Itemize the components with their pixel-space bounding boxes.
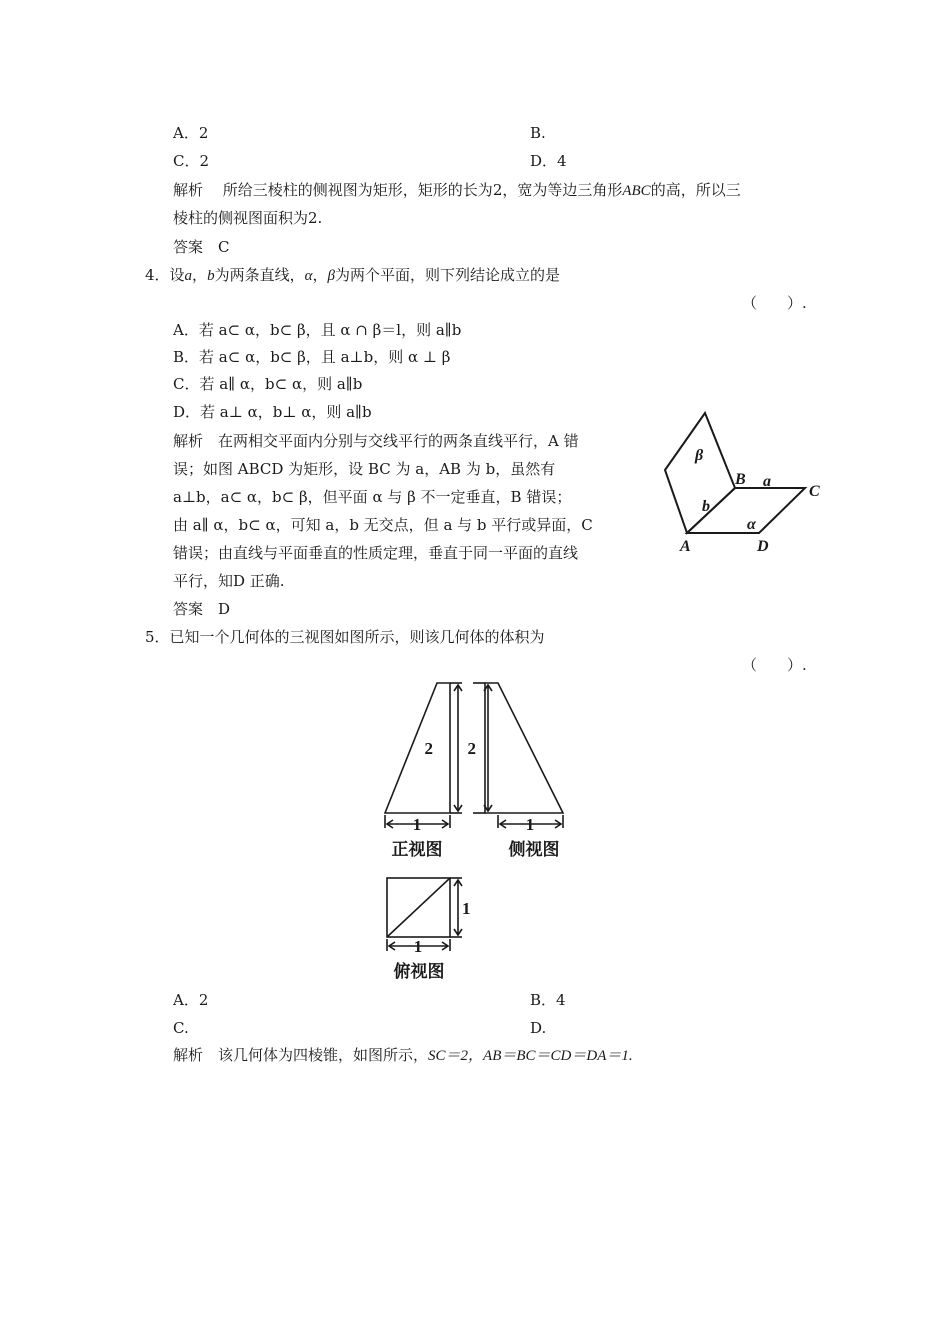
top-width-label: 1: [413, 937, 423, 956]
q5-option-a: A．2: [173, 991, 209, 1009]
q3-analysis-text-a: 所给三棱柱的侧视图为矩形，矩形的长为: [222, 181, 493, 199]
q3-analysis-text-b: 2，宽为等边三角形: [492, 181, 623, 199]
label-B: B: [735, 471, 746, 488]
q4-answer: [173, 599, 230, 619]
side-caption: 侧视图: [508, 840, 560, 859]
front-height-label: 2: [424, 739, 433, 758]
three-view-figure: [370, 675, 585, 990]
q4-option-b: B．若 a⊂ α，b⊂ β，且 a⊥b，则 α ⊥ β: [173, 348, 451, 366]
q4-analysis-line3: a⊥b，a⊂ α，b⊂ β，但平面 α 与 β 不一定垂直，B 错误；: [173, 488, 572, 506]
answer-value: D: [218, 600, 231, 618]
q3-analysis-abc: ABC: [622, 183, 651, 199]
q4-stem-post: 为两个平面，则下列结论成立的是: [334, 266, 560, 284]
q5-analysis: [173, 1045, 633, 1066]
q5-option-d: D.: [530, 1019, 547, 1037]
label-a: a: [763, 473, 771, 490]
side-height-label: 2: [467, 739, 476, 758]
q4-stem-pre: 4．设: [145, 266, 185, 284]
q4-analysis-line5: 错误；由直线与平面垂直的性质定理，垂直于同一平面的直线: [173, 544, 579, 562]
front-caption: 正视图: [391, 840, 443, 859]
q4-comma: ，: [312, 266, 328, 284]
q3-option-d: D．4: [530, 152, 567, 170]
q3-answer: [173, 237, 230, 257]
q3-analysis-line1: [173, 180, 741, 201]
front-view: [385, 683, 462, 828]
q4-option-c: C．若 a∥ α，b⊂ α，则 a∥b: [173, 375, 363, 393]
q4-stem-mid: 为两条直线，: [214, 266, 305, 284]
answer-value: C: [218, 238, 230, 256]
q4-option-d: D．若 a⊥ α，b⊥ α，则 a∥b: [173, 403, 372, 421]
side-width-label: 1: [525, 815, 535, 834]
analysis-label: 解析: [173, 1046, 204, 1064]
analysis-label: 解析: [173, 432, 204, 450]
q3-analysis-text-c: 的高，所以三: [650, 181, 741, 199]
label-A: A: [680, 538, 691, 555]
q5-option-c: C.: [173, 1019, 189, 1037]
front-width-label: 1: [412, 815, 422, 834]
planes-figure: [655, 405, 840, 560]
q5-analysis-text-b: SC＝2，AB＝BC＝CD＝DA＝1.: [428, 1048, 633, 1064]
q4-comma: ，: [192, 266, 208, 284]
q4-var-a: a: [184, 268, 193, 284]
q5-answer-paren: （ ）.: [742, 656, 807, 674]
q4-analysis-line4: 由 a∥ α，b⊂ α，可知 a，b 无交点，但 a 与 b 平行或异面，C: [173, 516, 593, 534]
label-C: C: [809, 483, 820, 500]
q4-analysis-line2: 误；如图 ABCD 为矩形，设 BC 为 a，AB 为 b，虽然有: [173, 460, 556, 478]
q4-analysis-line6: 平行，知D 正确.: [173, 572, 285, 590]
q4-var-alpha: α: [304, 268, 313, 284]
q3-option-c: C．2: [173, 152, 210, 170]
analysis-label: 解析: [173, 181, 204, 199]
q4-answer-paren: （ ）.: [742, 294, 807, 312]
q4-var-b: b: [207, 268, 215, 284]
label-beta: β: [695, 447, 704, 464]
plane-beta: [665, 413, 735, 533]
label-D: D: [757, 538, 769, 555]
q5-option-b: B．4: [530, 991, 566, 1009]
q4-option-a: A．若 a⊂ α，b⊂ β，且 α ∩ β＝l，则 a∥b: [173, 321, 462, 339]
q3-option-a: A．2: [173, 124, 209, 142]
top-view: [387, 878, 462, 951]
q5-stem: 5．已知一个几何体的三视图如图所示，则该几何体的体积为: [145, 628, 545, 646]
answer-label: 答案: [173, 600, 204, 618]
q3-analysis-line2: 棱柱的侧视图面积为2.: [173, 209, 323, 227]
top-caption: 俯视图: [393, 962, 445, 981]
q4-var-beta: β: [327, 268, 335, 284]
side-view: [473, 683, 563, 828]
answer-label: 答案: [173, 238, 204, 256]
top-height-label: 1: [462, 899, 471, 918]
label-b: b: [702, 498, 710, 515]
q5-analysis-text-a: 该几何体为四棱锥，如图所示，: [218, 1046, 429, 1064]
q3-option-b: B.: [530, 124, 546, 142]
q4-analysis-text: 在两相交平面内分别与交线平行的两条直线平行，A 错: [218, 432, 579, 450]
q4-stem: [145, 265, 560, 286]
label-alpha: α: [747, 516, 756, 533]
q4-analysis-line1: [173, 431, 579, 451]
